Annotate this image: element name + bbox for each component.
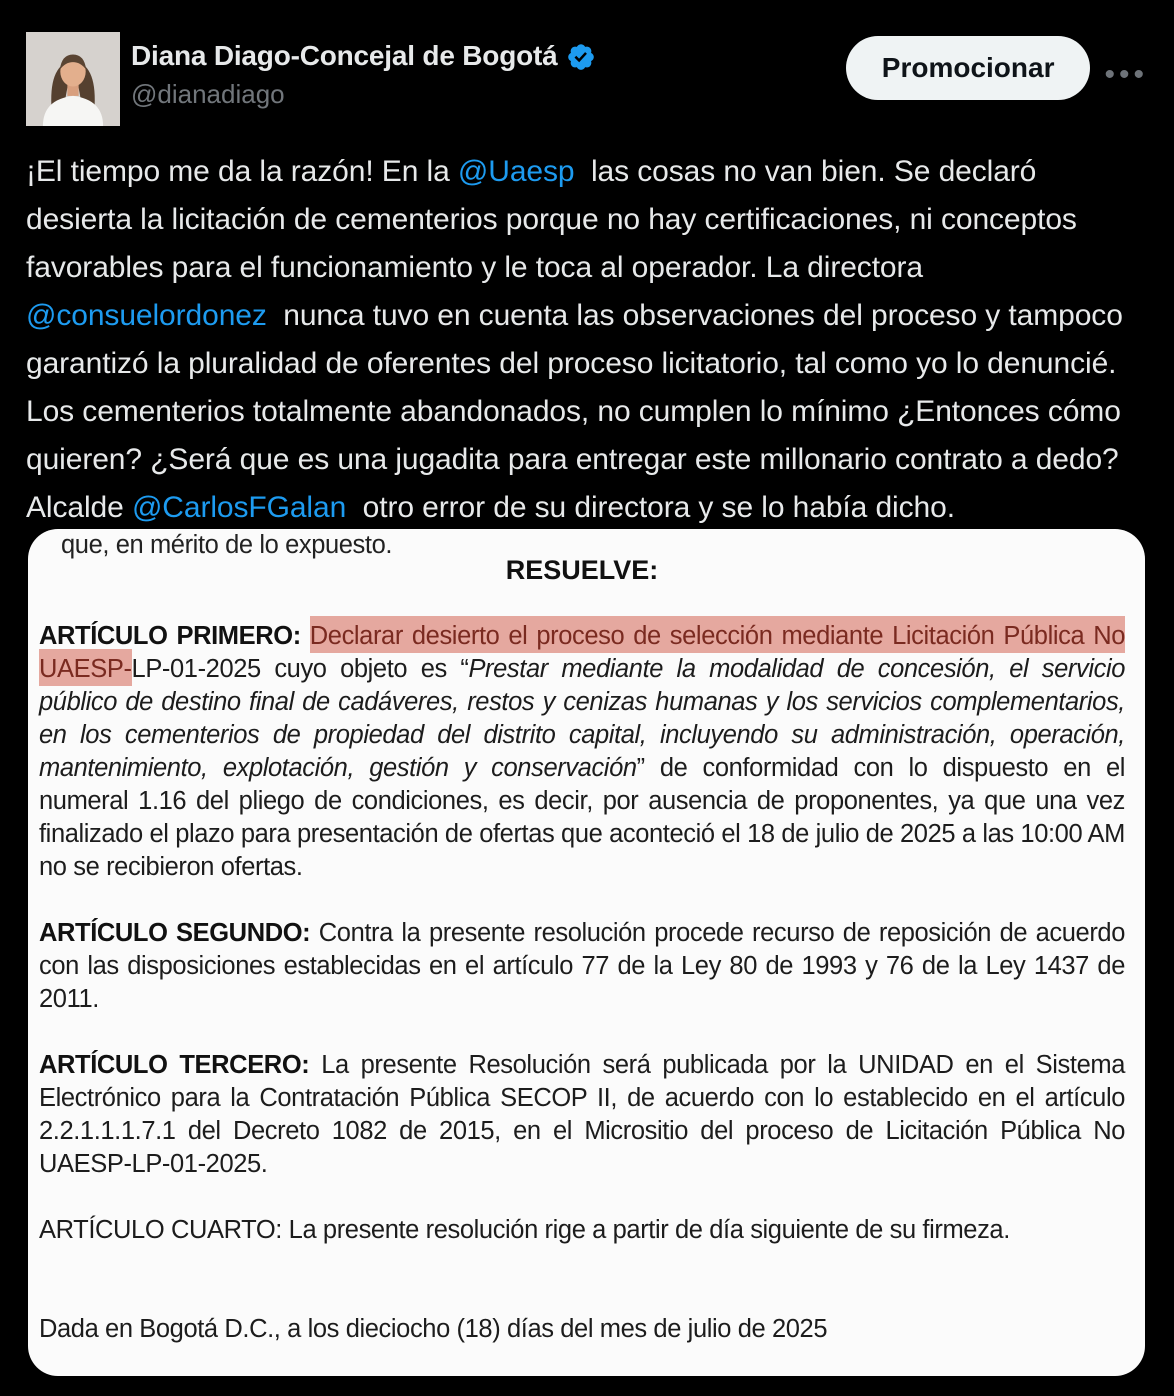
document-resolution — [28, 529, 1145, 1376]
more-options-icon[interactable]: ••• — [1104, 58, 1148, 91]
text-segment: ARTÍCULO TERCERO: — [39, 1051, 322, 1079]
text-segment: Contra la presente resolución procede recurso de reposición de acuerdo con las disposiciones establecidas en el artículo 77 de la Ley 80 de 1993 y 76 de la Ley 1437 de 2011. — [39, 919, 1125, 1013]
text-segment: Prestar mediante la modalidad de concesión, el servicio público de destino final de cadáveres, restos y cenizas humanas y los servicios complementarios, en los cementerios de propiedad del distrito capital, incluyendo su administración, operación, mantenimiento, explotación, gestión y conservación — [39, 655, 1125, 782]
text-segment: nunca tuvo en cuenta las observaciones del proceso y tampoco garantizó la pluralidad de oferentes del proceso licitatorio, tal como yo lo denuncié. Los cementerios totalmente abandonados, no cumplen lo mínimo ¿Entonces cómo quieren? ¿Será que es una jugadita para entregar este millonario contrato a dedo? Alcalde — [26, 299, 1132, 524]
articulo-cuarto — [39, 1214, 1125, 1247]
text-segment: La presente Resolución será publicada por la UNIDAD en el Sistema Electrónico para la Contratación Pública SECOP II, de acuerdo con lo establecido en el artículo 2.2.1.1.1.7.1 del Decreto 1082 de 2015, en el Micrositio del proceso de Licitación Pública No UAESP-LP-01-2025. — [39, 1051, 1125, 1178]
avatar[interactable] — [26, 32, 120, 126]
text-segment: ” de conformidad con lo dispuesto en el numeral 1.16 del pliego de condiciones, es decir, por ausencia de proponentes, ya que una vez finalizado el plazo para presentación de ofertas que aconteció el 18 de julio de 2025 a las 10:00 AM no se recibieron ofertas. — [39, 754, 1125, 881]
document-paragraphs — [39, 620, 1125, 1346]
mention-link[interactable]: @CarlosFGalan — [131, 491, 347, 524]
user-handle: @dianadiago — [131, 79, 285, 109]
text-segment: ARTÍCULO PRIMERO: — [39, 622, 310, 650]
text-segment: Dada en Bogotá D.C., a los dieciocho (18) días del mes de julio de 2025 — [39, 1315, 828, 1343]
identity-block — [131, 32, 596, 110]
promote-button[interactable]: Promocionar — [846, 36, 1091, 100]
articulo-segundo — [39, 917, 1125, 1016]
document-heading: RESUELVE: — [505, 555, 659, 585]
articulo-primero — [39, 620, 1125, 884]
mention-link[interactable]: @Uaesp — [457, 155, 575, 188]
profile-photo-icon — [26, 32, 120, 126]
mention-link[interactable]: @consuelordonez — [26, 299, 267, 332]
text-segment: ¡El tiempo me da la razón! En la — [26, 155, 458, 188]
tweet-media-document[interactable] — [28, 529, 1145, 1376]
verified-badge-icon — [566, 42, 596, 72]
articulo-tercero — [39, 1049, 1125, 1181]
document-clipped-line: que, en mérito de lo expuesto. — [61, 531, 393, 559]
text-segment: ARTÍCULO CUARTO: La presente resolución rige a partir de día siguiente de su firmeza. — [39, 1216, 1010, 1244]
display-name[interactable]: Diana Diago-Concejal de Bogotá — [131, 40, 558, 71]
text-segment: LP-01-2025 cuyo objeto es “ — [131, 655, 469, 683]
tweet-header — [0, 0, 1174, 126]
text-segment: Declarar desierto el proceso de selección mediante Licitación Pública No UAESP- — [39, 622, 1125, 683]
dada-en-bogota — [39, 1313, 1125, 1346]
tweet-text — [26, 148, 1148, 532]
text-segment: ARTÍCULO SEGUNDO: — [39, 919, 319, 947]
text-segment: las cosas no van bien. Se declaró desierta la licitación de cementerios porque no hay certificaciones, ni conceptos favorables para el funcionamiento y le toca al operador. La directora — [26, 155, 1086, 284]
text-segment: otro error de su directora y se lo había dicho. — [346, 491, 955, 524]
